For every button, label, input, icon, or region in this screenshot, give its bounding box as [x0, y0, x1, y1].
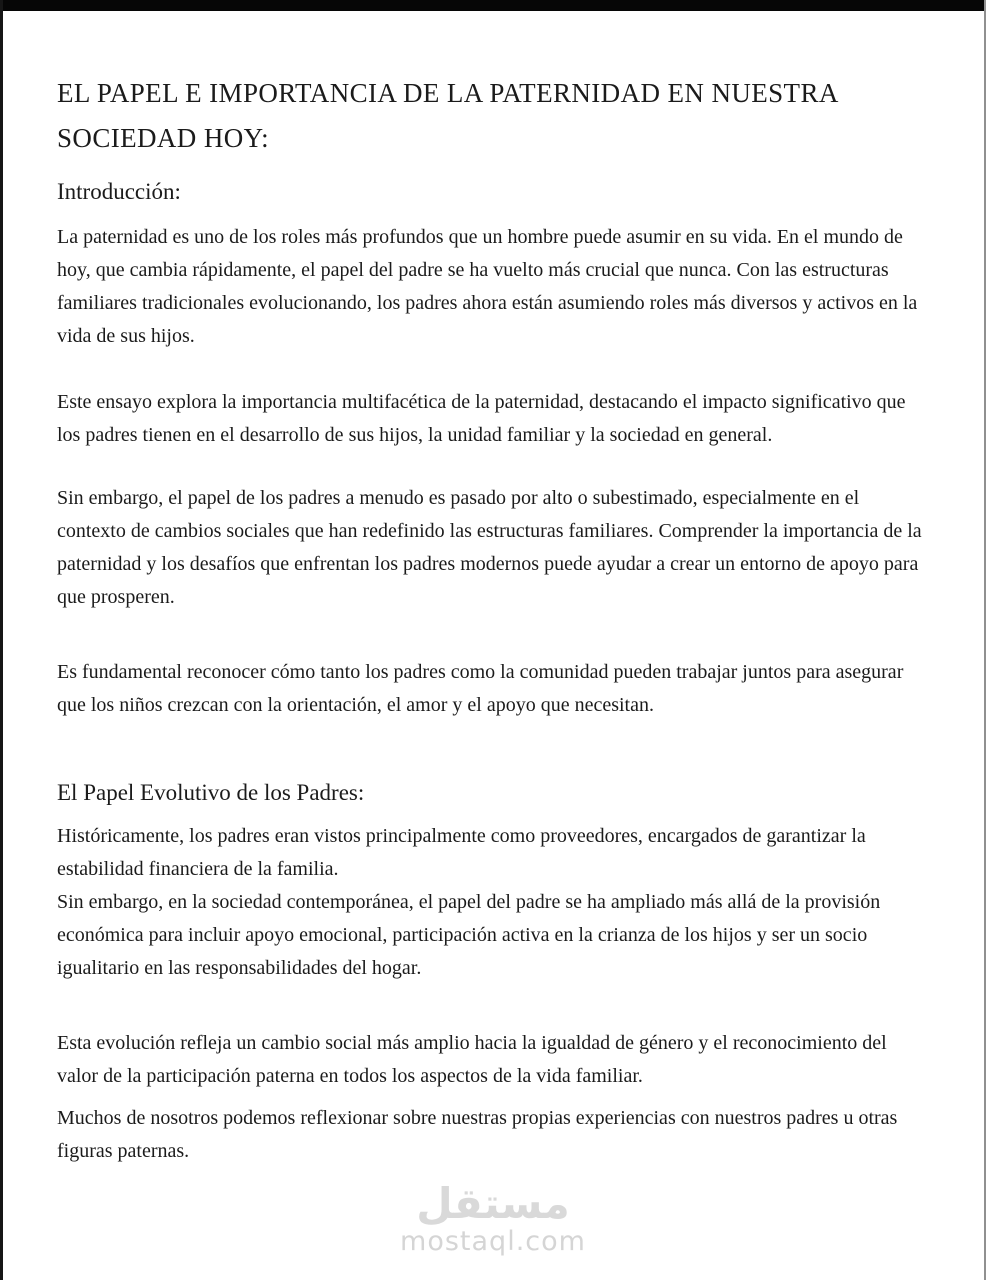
left-edge-bar — [0, 0, 3, 1280]
top-edge-bar — [0, 0, 986, 11]
paragraph-intro-4: Es fundamental reconocer cómo tanto los padres como la comunidad pueden trabajar juntos para asegurar que los niños crezcan con la orientación, el amor y el apoyo que necesitan. — [57, 661, 904, 716]
watermark — [0, 1179, 986, 1257]
paragraph-evolutivo-2: Sin embargo, en la sociedad contemporánea, el papel del padre se ha ampliado más allá de la provisión económica para incluir apoyo emocional, participación activa en la crianza de los hijos y ser un socio igualitario en las responsabilidades del hogar. — [57, 891, 881, 979]
document-title: EL PAPEL E IMPORTANCIA DE LA PATERNIDAD EN NUESTRA SOCIEDAD HOY: — [57, 78, 838, 153]
mostaql-domain-text: mostaql.com — [400, 1226, 586, 1257]
paragraph-intro-3: Sin embargo, el papel de los padres a menudo es pasado por alto o subestimado, especialmente en el contexto de cambios sociales que han redefinido las estructuras familiares. Comprender la importancia de la paternidad y los desafíos que enfrentan los padres modernos puede ayudar a crear un entorno de apoyo para que prosperen. — [57, 487, 922, 608]
mostaql-logo-arabic: مستقل — [416, 1179, 570, 1228]
paragraph-intro-1: La paternidad es uno de los roles más profundos que un hombre puede asumir en su vida. En el mundo de hoy, que cambia rápidamente, el papel del padre se ha vuelto más crucial que nunca. Con las estructuras familiares tradicionales evolucionando, los padres ahora están asumiendo roles más diversos y activos en la vida de sus hijos. — [57, 226, 918, 347]
section-heading-introduccion: Introducción: — [57, 179, 181, 204]
paragraph-evolutivo-1: Históricamente, los padres eran vistos principalmente como proveedores, encargados de garantizar la estabilidad financiera de la familia. — [57, 825, 866, 880]
paragraph-evolutivo-3: Esta evolución refleja un cambio social más amplio hacia la igualdad de género y el reconocimiento del valor de la participación paterna en todos los aspectos de la vida familiar. — [57, 1032, 887, 1087]
document-body — [57, 11, 925, 1168]
paragraph-evolutivo-4: Muchos de nosotros podemos reflexionar sobre nuestras propias experiencias con nuestros padres u otras figuras paternas. — [57, 1107, 898, 1162]
section-heading-papel-evolutivo: El Papel Evolutivo de los Padres: — [57, 780, 365, 805]
paragraph-intro-2: Este ensayo explora la importancia multifacética de la paternidad, destacando el impacto significativo que los padres tienen en el desarrollo de sus hijos, la unidad familiar y la sociedad en general. — [57, 391, 906, 446]
